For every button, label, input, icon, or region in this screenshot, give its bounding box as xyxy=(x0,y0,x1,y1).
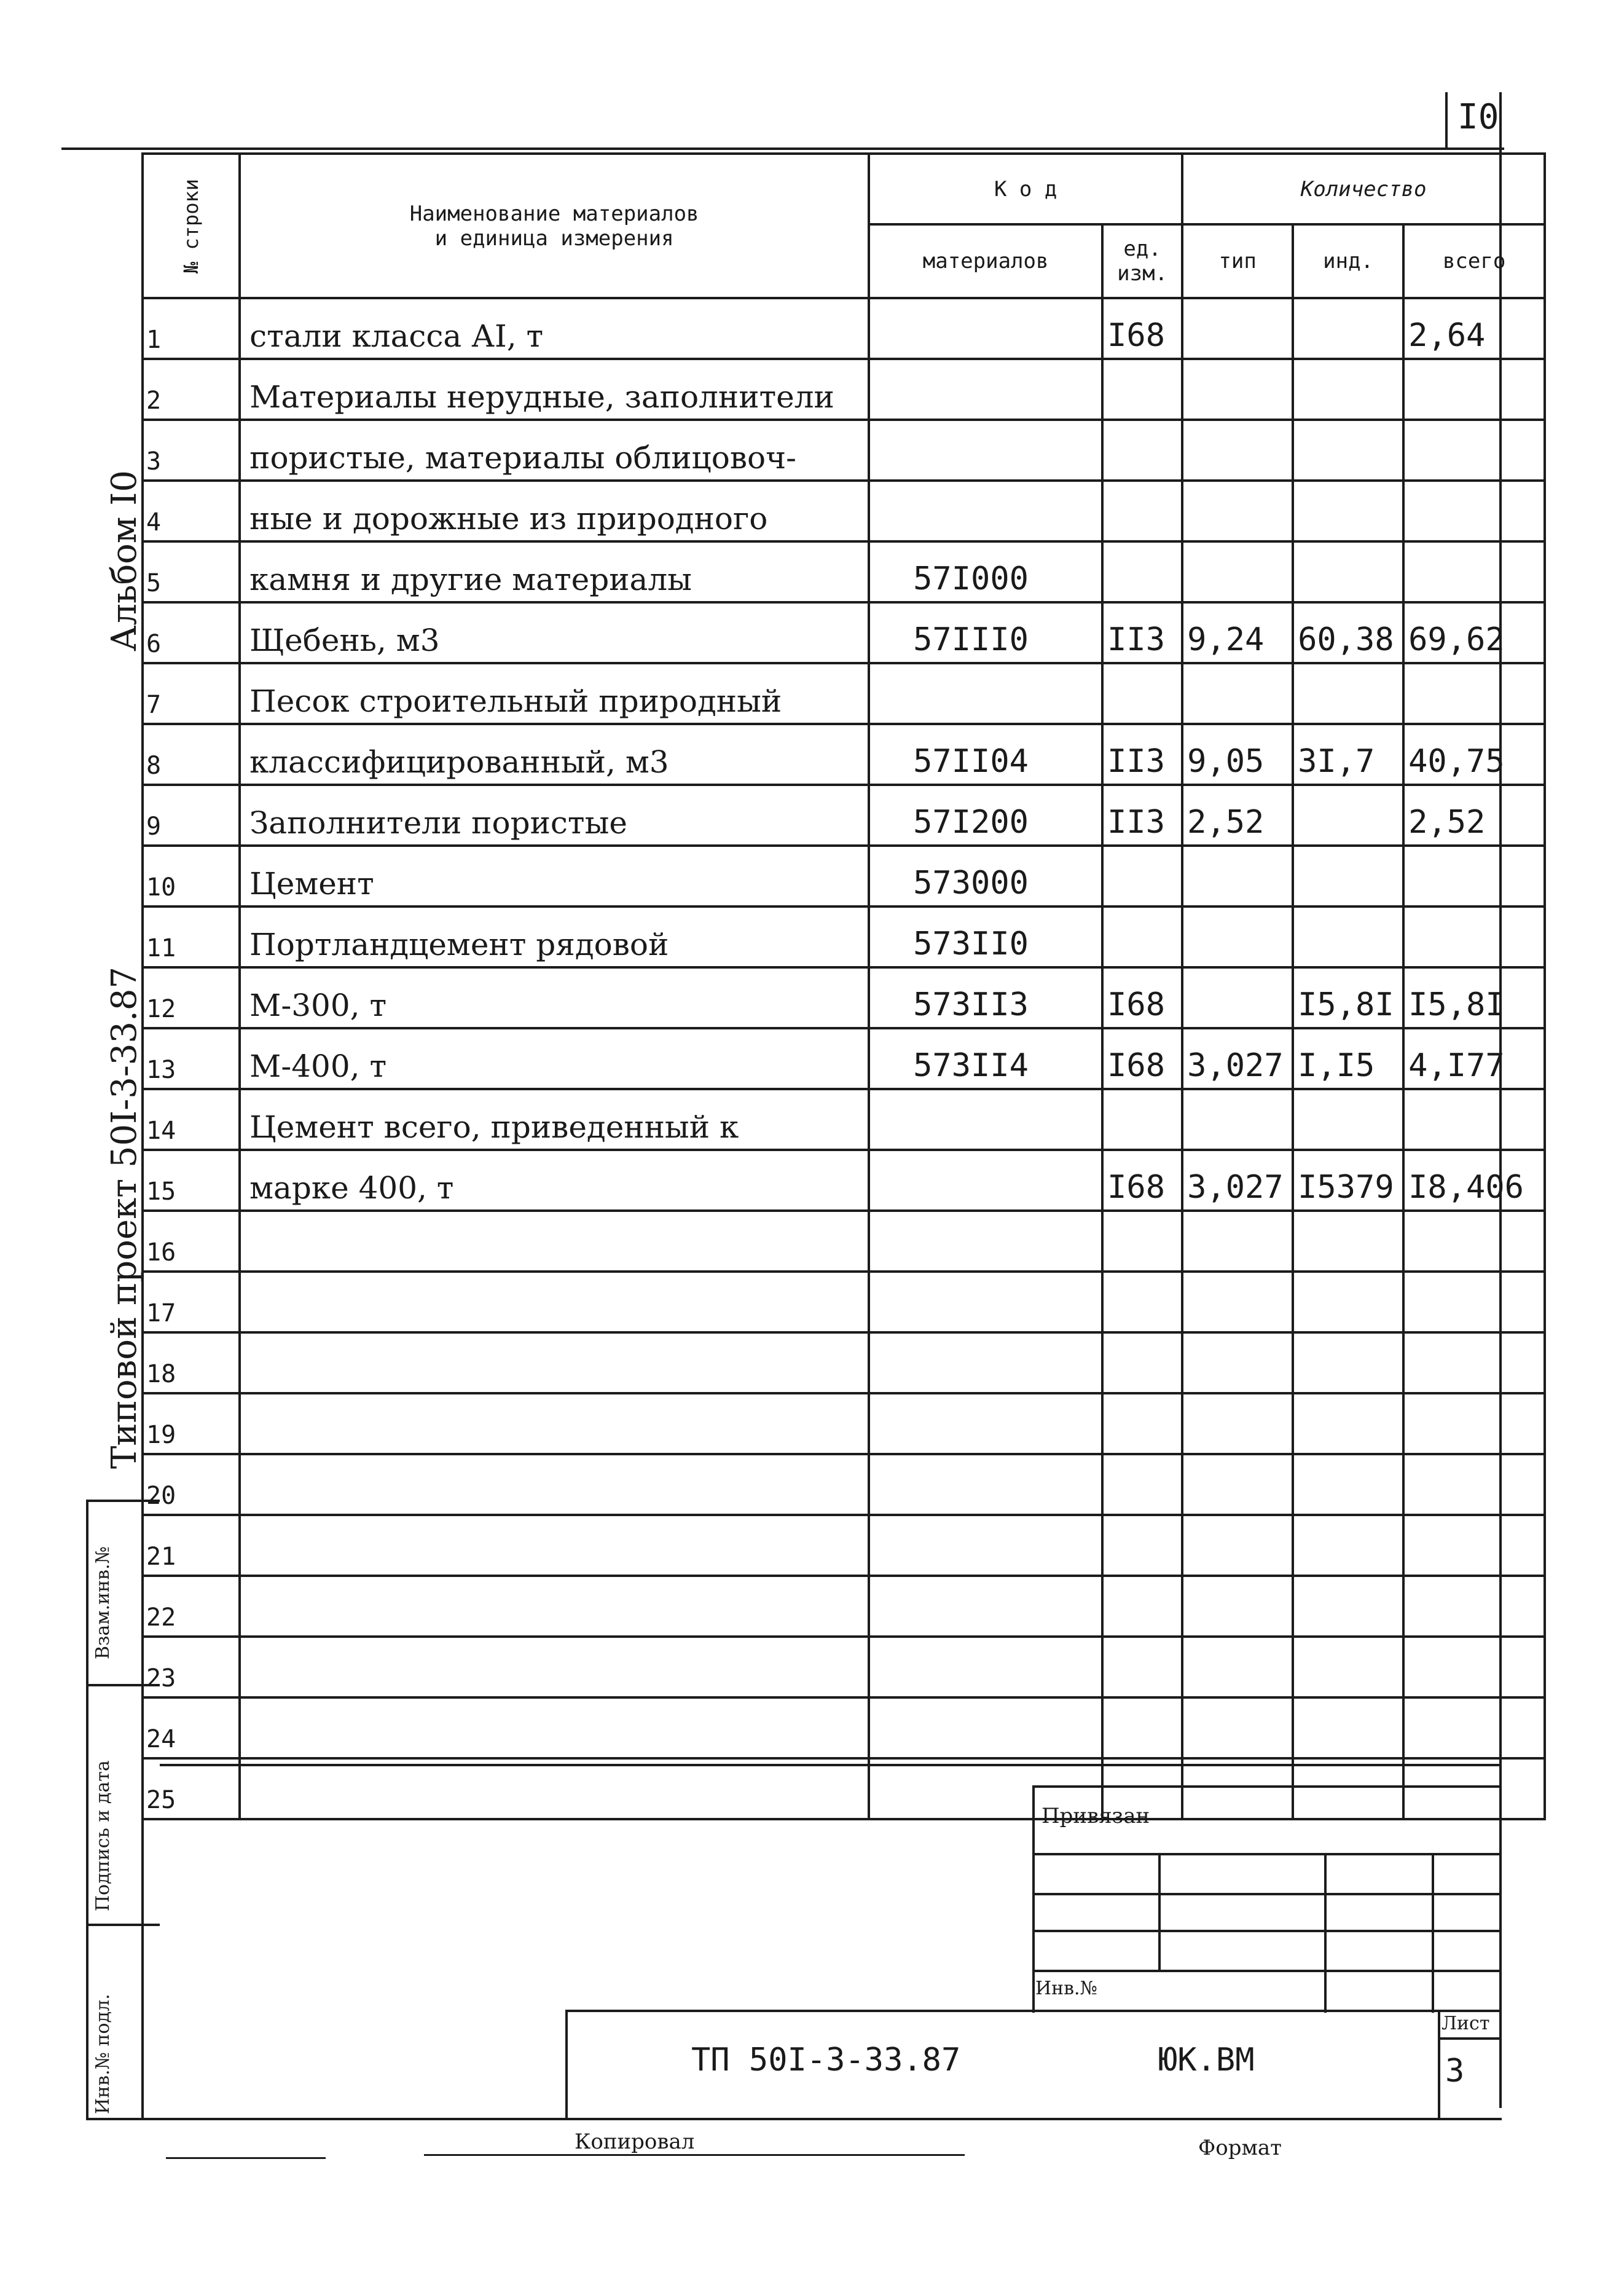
material-name xyxy=(240,1637,869,1697)
material-code xyxy=(869,1332,1102,1393)
unit-code xyxy=(1102,1637,1182,1697)
quantity-individual xyxy=(1293,1454,1403,1515)
album-label: Альбом I0 xyxy=(104,470,144,651)
quantity-individual: 60,38 xyxy=(1293,602,1403,663)
quantity-total xyxy=(1403,1393,1545,1454)
table-row xyxy=(143,1272,1545,1332)
table-row xyxy=(143,1697,1545,1758)
title-block-top-line xyxy=(160,1764,1502,1766)
quantity-type xyxy=(1182,846,1293,906)
quantity-total xyxy=(1403,1272,1545,1332)
unit-code: II3 xyxy=(1102,602,1182,663)
material-name: стали класса АI, т xyxy=(240,298,869,359)
row-number: 21 xyxy=(143,1515,240,1576)
quantity-total xyxy=(1403,359,1545,420)
quantity-total xyxy=(1403,1515,1545,1576)
material-code xyxy=(869,1393,1102,1454)
row-number: 17 xyxy=(143,1272,240,1332)
materials-table xyxy=(141,152,1546,1820)
table-row xyxy=(143,846,1545,906)
table-row xyxy=(143,602,1545,663)
quantity-total xyxy=(1403,1332,1545,1393)
quantity-individual xyxy=(1293,1758,1403,1819)
row-number: 11 xyxy=(143,906,240,967)
material-name: Портландцемент рядовой xyxy=(240,906,869,967)
material-name xyxy=(240,1515,869,1576)
quantity-total xyxy=(1403,1576,1545,1637)
stamp-signature-date: Подпись и дата xyxy=(92,1760,114,1911)
material-name xyxy=(240,1393,869,1454)
material-name xyxy=(240,1576,869,1637)
table-row xyxy=(143,967,1545,1028)
quantity-type: 3,027 xyxy=(1182,1150,1293,1211)
material-code xyxy=(869,1150,1102,1211)
table-row xyxy=(143,785,1545,846)
quantity-type xyxy=(1182,359,1293,420)
quantity-individual xyxy=(1293,1637,1403,1697)
material-name xyxy=(240,1332,869,1393)
table-row xyxy=(143,1515,1545,1576)
unit-code xyxy=(1102,1272,1182,1332)
row-number: 2 xyxy=(143,359,240,420)
bound-row-3 xyxy=(1032,1930,1499,1932)
material-code: 573II4 xyxy=(869,1028,1102,1089)
unit-code xyxy=(1102,359,1182,420)
quantity-type: 9,05 xyxy=(1182,724,1293,785)
table-row xyxy=(143,1332,1545,1393)
row-number: 7 xyxy=(143,663,240,724)
stamp-replaced-inv: Взам.инв.№ xyxy=(92,1546,114,1659)
material-name xyxy=(240,1697,869,1758)
quantity-individual xyxy=(1293,846,1403,906)
quantity-total xyxy=(1403,1637,1545,1697)
material-name xyxy=(240,1272,869,1332)
unit-code: I68 xyxy=(1102,1028,1182,1089)
material-name xyxy=(240,1211,869,1272)
row-number: 13 xyxy=(143,1028,240,1089)
table-row xyxy=(143,1089,1545,1150)
bound-box-top xyxy=(1032,1785,1499,1788)
row-number: 14 xyxy=(143,1089,240,1150)
material-name: пористые, материалы облицовоч- xyxy=(240,420,869,481)
row-number: 10 xyxy=(143,846,240,906)
quantity-type xyxy=(1182,1454,1293,1515)
quantity-total xyxy=(1403,1697,1545,1758)
quantity-total: 2,64 xyxy=(1403,298,1545,359)
quantity-individual xyxy=(1293,298,1403,359)
material-name: М-400, т xyxy=(240,1028,869,1089)
unit-code xyxy=(1102,1211,1182,1272)
quantity-total: 2,52 xyxy=(1403,785,1545,846)
quantity-type xyxy=(1182,1332,1293,1393)
quantity-total xyxy=(1403,1454,1545,1515)
unit-code: I68 xyxy=(1102,298,1182,359)
sheet-number: I0 xyxy=(1457,97,1499,137)
table-row xyxy=(143,663,1545,724)
bound-row-4 xyxy=(1032,1970,1499,1972)
quantity-total xyxy=(1403,846,1545,906)
top-border-line xyxy=(61,147,1502,150)
quantity-type xyxy=(1182,1697,1293,1758)
sidebar-outer-line xyxy=(86,1500,88,2120)
stamp-divider-3 xyxy=(86,1924,160,1926)
quantity-individual xyxy=(1293,1515,1403,1576)
sheet-cell-left xyxy=(1438,2010,1440,2120)
row-number: 12 xyxy=(143,967,240,1028)
quantity-type xyxy=(1182,663,1293,724)
quantity-type xyxy=(1182,1089,1293,1150)
quantity-type xyxy=(1182,541,1293,602)
quantity-total xyxy=(1403,481,1545,541)
material-name: Материалы нерудные, заполнители xyxy=(240,359,869,420)
table-row xyxy=(143,1576,1545,1637)
unit-code xyxy=(1102,420,1182,481)
inv-no-label: Инв.№ xyxy=(1035,1978,1097,1999)
material-code xyxy=(869,1272,1102,1332)
doc-box-left xyxy=(565,2010,568,2120)
material-name: Заполнители пористые xyxy=(240,785,869,846)
header-code: К о д xyxy=(869,154,1182,224)
bound-label: Привязан xyxy=(1041,1804,1150,1828)
quantity-type: 3,027 xyxy=(1182,1028,1293,1089)
unit-code xyxy=(1102,663,1182,724)
header-quantity: Количество xyxy=(1182,154,1545,224)
quantity-total: 69,62 xyxy=(1403,602,1545,663)
unit-code xyxy=(1102,1697,1182,1758)
material-code xyxy=(869,1089,1102,1150)
copied-label: Копировал xyxy=(575,2129,695,2154)
row-number: 6 xyxy=(143,602,240,663)
doc-box-top xyxy=(565,2010,1502,2012)
row-number: 4 xyxy=(143,481,240,541)
unit-code xyxy=(1102,541,1182,602)
material-code: 57I000 xyxy=(869,541,1102,602)
table-row xyxy=(143,1150,1545,1211)
quantity-type: 9,24 xyxy=(1182,602,1293,663)
sheet-label: Лист xyxy=(1442,2013,1490,2034)
material-code: 57III0 xyxy=(869,602,1102,663)
unit-code xyxy=(1102,906,1182,967)
quantity-individual xyxy=(1293,1272,1403,1332)
bound-col-2 xyxy=(1324,1853,1327,2013)
table-row xyxy=(143,906,1545,967)
row-number: 24 xyxy=(143,1697,240,1758)
row-number: 18 xyxy=(143,1332,240,1393)
unit-code xyxy=(1102,1332,1182,1393)
table-row xyxy=(143,1211,1545,1272)
unit-code xyxy=(1102,1454,1182,1515)
quantity-total xyxy=(1403,663,1545,724)
material-name: марке 400, т xyxy=(240,1150,869,1211)
quantity-individual xyxy=(1293,1332,1403,1393)
table-row xyxy=(143,298,1545,359)
header-row-number: № строки xyxy=(143,154,240,298)
quantity-individual xyxy=(1293,663,1403,724)
unit-code xyxy=(1102,1576,1182,1637)
unit-code: II3 xyxy=(1102,724,1182,785)
material-code: 573II0 xyxy=(869,906,1102,967)
material-name xyxy=(240,1758,869,1819)
quantity-individual xyxy=(1293,420,1403,481)
quantity-total xyxy=(1403,1089,1545,1150)
material-name: камня и другие материалы xyxy=(240,541,869,602)
header-code-unit: ед. изм. xyxy=(1102,224,1182,298)
quantity-type xyxy=(1182,1576,1293,1637)
row-number: 5 xyxy=(143,541,240,602)
quantity-individual xyxy=(1293,1089,1403,1150)
row-number: 16 xyxy=(143,1211,240,1272)
quantity-individual xyxy=(1293,906,1403,967)
material-code xyxy=(869,298,1102,359)
row-number: 22 xyxy=(143,1576,240,1637)
table-row xyxy=(143,359,1545,420)
quantity-total: 40,75 xyxy=(1403,724,1545,785)
title-block-bottom-line xyxy=(160,2118,1502,2120)
material-code xyxy=(869,1637,1102,1697)
table-row xyxy=(143,724,1545,785)
quantity-individual xyxy=(1293,1393,1403,1454)
quantity-total: I5,8I xyxy=(1403,967,1545,1028)
document-mark: ЮК.ВМ xyxy=(1158,2042,1255,2078)
unit-code xyxy=(1102,846,1182,906)
row-number: 23 xyxy=(143,1637,240,1697)
quantity-total xyxy=(1403,541,1545,602)
table-row xyxy=(143,1758,1545,1819)
bound-col-3 xyxy=(1432,1853,1434,2013)
header-name: Наименование материалов и единица измерения xyxy=(240,154,869,298)
material-name: Щебень, м3 xyxy=(240,602,869,663)
row-number: 1 xyxy=(143,298,240,359)
unit-code xyxy=(1102,1393,1182,1454)
material-code xyxy=(869,359,1102,420)
material-code xyxy=(869,420,1102,481)
quantity-individual xyxy=(1293,1576,1403,1637)
unit-code xyxy=(1102,1515,1182,1576)
unit-code xyxy=(1102,481,1182,541)
quantity-individual: I,I5 xyxy=(1293,1028,1403,1089)
quantity-type xyxy=(1182,298,1293,359)
quantity-individual: 3I,7 xyxy=(1293,724,1403,785)
bound-row-1 xyxy=(1032,1853,1499,1855)
table-row xyxy=(143,1454,1545,1515)
table-row xyxy=(143,541,1545,602)
quantity-individual: I5,8I xyxy=(1293,967,1403,1028)
quantity-type xyxy=(1182,967,1293,1028)
quantity-type xyxy=(1182,1515,1293,1576)
quantity-individual xyxy=(1293,481,1403,541)
project-label: Типовой проект 50I-3-33.87 xyxy=(104,966,144,1469)
stamp-original-inv: Инв.№ подл. xyxy=(92,1994,114,2114)
stamp-divider-4 xyxy=(86,2118,160,2120)
table-row xyxy=(143,420,1545,481)
quantity-type xyxy=(1182,420,1293,481)
quantity-individual xyxy=(1293,1697,1403,1758)
quantity-total xyxy=(1403,1758,1545,1819)
bound-box-left xyxy=(1032,1785,1035,2013)
footer-line-left xyxy=(166,2157,326,2159)
material-name: классифицированный, м3 xyxy=(240,724,869,785)
document-code: ТП 50I-3-33.87 xyxy=(691,2042,961,2078)
quantity-type: 2,52 xyxy=(1182,785,1293,846)
quantity-individual xyxy=(1293,785,1403,846)
material-name: Цемент всего, приведенный к xyxy=(240,1089,869,1150)
row-number: 20 xyxy=(143,1454,240,1515)
quantity-total xyxy=(1403,1211,1545,1272)
material-code xyxy=(869,1454,1102,1515)
table-row xyxy=(143,1028,1545,1089)
bound-row-2 xyxy=(1032,1893,1499,1895)
table-row xyxy=(143,1393,1545,1454)
material-code xyxy=(869,481,1102,541)
footer-line-mid xyxy=(424,2154,965,2156)
unit-code: I68 xyxy=(1102,1150,1182,1211)
quantity-total: 4,I77 xyxy=(1403,1028,1545,1089)
quantity-individual: I5379 xyxy=(1293,1150,1403,1211)
material-code xyxy=(869,663,1102,724)
row-number: 3 xyxy=(143,420,240,481)
sheet-cell-divider xyxy=(1438,2037,1502,2040)
material-code: 573II3 xyxy=(869,967,1102,1028)
material-name xyxy=(240,1454,869,1515)
quantity-individual xyxy=(1293,541,1403,602)
quantity-type xyxy=(1182,1637,1293,1697)
table-row xyxy=(143,1637,1545,1697)
quantity-individual xyxy=(1293,1211,1403,1272)
material-code: 57II04 xyxy=(869,724,1102,785)
quantity-total: I8,406 xyxy=(1403,1150,1545,1211)
table-row xyxy=(143,481,1545,541)
header-code-material: материалов xyxy=(869,224,1102,298)
material-name: М-300, т xyxy=(240,967,869,1028)
unit-code: I68 xyxy=(1102,967,1182,1028)
material-name: Песок строительный природный xyxy=(240,663,869,724)
material-code: 57I200 xyxy=(869,785,1102,846)
row-number: 19 xyxy=(143,1393,240,1454)
material-name: ные и дорожные из природного xyxy=(240,481,869,541)
header-quantity-total: всего xyxy=(1403,224,1545,298)
quantity-type xyxy=(1182,1211,1293,1272)
unit-code xyxy=(1102,1089,1182,1150)
row-number: 15 xyxy=(143,1150,240,1211)
quantity-type xyxy=(1182,1758,1293,1819)
quantity-total xyxy=(1403,420,1545,481)
quantity-individual xyxy=(1293,359,1403,420)
row-number: 8 xyxy=(143,724,240,785)
sheet-value: 3 xyxy=(1445,2053,1465,2090)
unit-code: II3 xyxy=(1102,785,1182,846)
quantity-type xyxy=(1182,481,1293,541)
row-number: 9 xyxy=(143,785,240,846)
row-number: 25 xyxy=(143,1758,240,1819)
material-code xyxy=(869,1697,1102,1758)
header-quantity-individual: инд. xyxy=(1293,224,1403,298)
material-code xyxy=(869,1515,1102,1576)
quantity-total xyxy=(1403,906,1545,967)
material-code xyxy=(869,1211,1102,1272)
quantity-type xyxy=(1182,1272,1293,1332)
material-code xyxy=(869,1576,1102,1637)
material-name: Цемент xyxy=(240,846,869,906)
bound-col-1 xyxy=(1158,1853,1161,1970)
quantity-type xyxy=(1182,906,1293,967)
quantity-type xyxy=(1182,1393,1293,1454)
material-code: 573000 xyxy=(869,846,1102,906)
format-label: Формат xyxy=(1198,2136,1282,2160)
header-quantity-type: тип xyxy=(1182,224,1293,298)
